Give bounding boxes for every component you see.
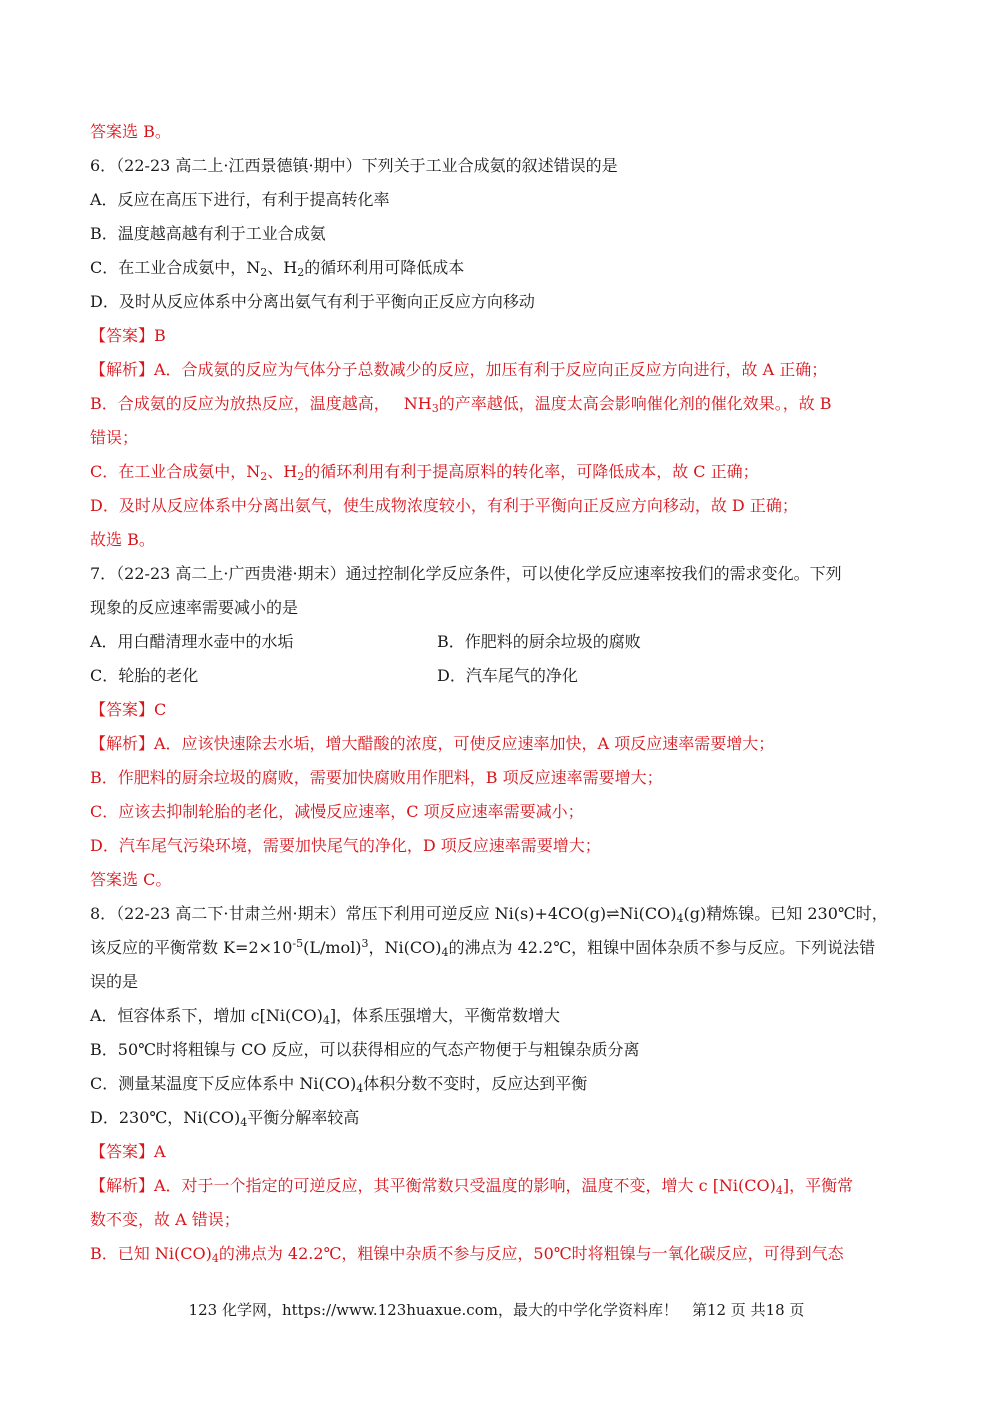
q6-selection: 故选 B。 xyxy=(90,530,155,549)
q6-explanation-b-text: B．合成氨的反应为放热反应，温度越高， xyxy=(90,394,390,413)
prev-answer-conclusion: 答案选 B。 xyxy=(90,122,171,141)
q8-explanation-b-text-end: 的沸点为 42.2℃，粗镍中杂质不参与反应，50℃时将粗镍与一氧化碳反应，可得到气态 xyxy=(218,1244,844,1263)
q8-option-c-text-end: 体积分数不变时，反应达到平衡 xyxy=(363,1074,588,1093)
q8-option-a-text: A．恒容体系下，增加 c[Ni(CO) xyxy=(90,1006,323,1025)
q8-stem2-text-end: 的沸点为 42.2℃，粗镍中固体杂质不参与反应。下列说法错 xyxy=(448,938,876,957)
formula-n2: $N_2$ xyxy=(246,462,268,483)
q7-selection: 答案选 C。 xyxy=(90,870,172,889)
q7-options-row-2 xyxy=(90,666,910,686)
q6-option-c-text: C．在工业合成氨中， xyxy=(90,258,247,277)
q7-explanation-b: B．作肥料的厨余垃圾的腐败，需要加快腐败用作肥料，B 项反应速率需要增大； xyxy=(90,768,663,787)
q8-stem: 8．（22-23 高二下·甘肃兰州·期末）常压下利用可逆反应 $Ni(s)+4CO(g)\rightleftharpoons Ni(CO)_4(g)$精炼镍。已知 230℃时， xyxy=(90,904,888,925)
q7-option-a: A．用白醋清理水壶中的水垢 xyxy=(90,632,294,651)
formula-n2: $N_2$ xyxy=(246,258,268,279)
q8-option-a: A．恒容体系下，增加 $c[Ni(CO)_4]$，体系压强增大，平衡常数增大 xyxy=(90,1006,561,1027)
q6-explanation-d: D．及时从反应体系中分离出氨气，使生成物浓度较小，有利于平衡向正反应方向移动，故 D 正确； xyxy=(90,496,798,515)
q6-explanation-c-text-end: 的循环利用有利于提高原料的转化率，可降低成本，故 C 正确； xyxy=(304,462,759,481)
q8-option-c-text: C．测量某温度下反应体系中 Ni(CO) xyxy=(90,1074,357,1093)
q6-stem: 6．（22-23 高二上·江西景德镇·期中）下列关于工业合成氨的叙述错误的是 xyxy=(90,156,618,175)
q7-stem: 7．（22-23 高二上·广西贵港·期末）通过控制化学反应条件，可以使化学反应速率按我们的需求变化。下列 xyxy=(90,564,842,583)
q8-stem2-formula: ，Ni(CO) xyxy=(368,938,442,957)
q8-option-a-text-end: ]，体系压强增大，平衡常数增大 xyxy=(329,1006,561,1025)
q7-stem-cont: 现象的反应速率需要减小的是 xyxy=(90,598,299,617)
q8-option-d-text-end: 平衡分解率较高 xyxy=(247,1108,360,1127)
q6-option-a: A．反应在高压下进行，有利于提高转化率 xyxy=(90,190,390,209)
footer-page-number: 第12 页 共18 页 xyxy=(691,1301,805,1319)
separator: 、 xyxy=(267,462,284,481)
q8-explanation-a-text: 【解析】A．对于一个指定的可逆反应，其平衡常数只受温度的影响，温度不变，增大 c [Ni(CO) xyxy=(90,1176,776,1195)
q8-explanation-b: B．已知 $Ni(CO)_4$的沸点为 42.2℃，粗镍中杂质不参与反应，50℃时将粗镍与一氧化碳反应，可得到气态 xyxy=(90,1244,844,1265)
q6-explanation-a: 【解析】A．合成氨的反应为气体分子总数减少的反应，加压有利于反应向正反应方向进行，故 A 正确； xyxy=(90,360,828,379)
q6-answer: 【答案】B xyxy=(90,326,166,345)
formula-nh3: $NH_3$ xyxy=(403,394,439,415)
q7-answer: 【答案】C xyxy=(90,700,167,719)
q8-stem-text-end: (g)精炼镍。已知 230℃时， xyxy=(683,904,888,923)
q6-explanation-b-cont: 错误； xyxy=(90,428,139,447)
q6-option-c-text-end: 的循环利用可降低成本 xyxy=(304,258,465,277)
q8-explanation-b-text: B．已知 Ni(CO) xyxy=(90,1244,212,1263)
q7-option-d: D．汽车尾气的净化 xyxy=(437,666,578,685)
q8-explanation-a-text-end: ]，平衡常 xyxy=(782,1176,854,1195)
q7-explanation-d: D．汽车尾气污染环境，需要加快尾气的净化，D 项反应速率需要增大； xyxy=(90,836,601,855)
q8-option-d: D．230℃，$Ni(CO)_4$平衡分解率较高 xyxy=(90,1108,360,1129)
q7-option-c: C．轮胎的老化 xyxy=(90,666,199,685)
q8-stem-line-3: 误的是 xyxy=(90,972,139,991)
q8-explanation-a: 【解析】A．对于一个指定的可逆反应，其平衡常数只受温度的影响，温度不变，增大 c $[Ni(CO)_4]$，平衡常 xyxy=(90,1176,854,1197)
footer-site-text: 123 化学网，https://www.123huaxue.com，最大的中学化学资料库！ xyxy=(188,1301,678,1319)
q6-option-b: B．温度越高越有利于工业合成氨 xyxy=(90,224,326,243)
q6-option-d: D．及时从反应体系中分离出氨气有利于平衡向正反应方向移动 xyxy=(90,292,535,311)
q8-stem-line-2: 该反应的平衡常数 $K=2\times 10^{-5}(L/mol)^3$，$Ni(CO)_4$的沸点为 42.2℃，粗镍中固体杂质不参与反应。下列说法错 xyxy=(90,937,876,959)
q8-option-b: B．50℃时将粗镍与 CO 反应，可以获得相应的气态产物便于与粗镍杂质分离 xyxy=(90,1040,640,1059)
q7-explanation-c: C．应该去抑制轮胎的老化，减慢反应速率，C 项反应速率需要减小； xyxy=(90,802,584,821)
q6-explanation-b xyxy=(90,394,910,414)
q6-option-c xyxy=(90,258,910,278)
q8-explanation-a-cont: 数不变，故 A 错误； xyxy=(90,1210,240,1229)
formula-h2: $H_2$ xyxy=(283,462,305,483)
q8-answer: 【答案】A xyxy=(90,1142,166,1161)
q8-stem-text: 8．（22-23 高二下·甘肃兰州·期末）常压下利用可逆反应 Ni(s)+4CO(g)⇌Ni(CO) xyxy=(90,904,677,923)
q6-explanation-c-text: C．在工业合成氨中， xyxy=(90,462,247,481)
q7-option-b: B．作肥料的厨余垃圾的腐败 xyxy=(437,632,641,651)
formula-h2: $H_2$ xyxy=(283,258,305,279)
q6-explanation-c xyxy=(90,462,910,482)
q8-option-d-text: D．230℃，Ni(CO) xyxy=(90,1108,241,1127)
q8-option-c: C．测量某温度下反应体系中 $Ni(CO)_4$体积分数不变时，反应达到平衡 xyxy=(90,1074,588,1095)
q7-options-row-1 xyxy=(90,632,910,652)
page-footer xyxy=(0,1300,993,1320)
separator: 、 xyxy=(267,258,284,277)
q6-explanation-b-text-end: 的产率越低，温度太高会影响催化剂的催化效果。，故 B xyxy=(438,394,832,413)
q8-stem2-unit: (L/mol) xyxy=(303,938,362,957)
q7-explanation-a: 【解析】A．应该快速除去水垢，增大醋酸的浓度，可使反应速率加快，A 项反应速率需要增大； xyxy=(90,734,775,753)
q8-stem2-text: 该反应的平衡常数 K=2×10 xyxy=(90,938,293,957)
